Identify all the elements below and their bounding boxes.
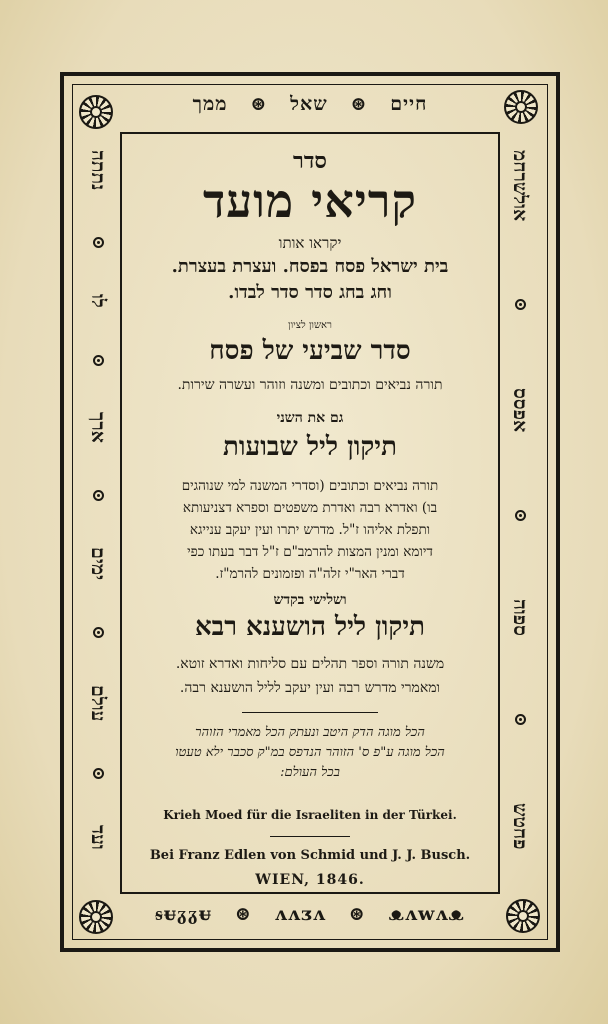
main-title: קריאי מועד	[202, 174, 418, 228]
section2-desc-line: דברי האר"י זלה"ה ופזמונים להרמ"ז.	[215, 566, 405, 582]
note-line: הכל מוגה ע"פ ס' הזוהר הנדפס במ"ק סכבר ילא טעטו	[175, 745, 445, 760]
border-ornament-icon: ⊛	[348, 903, 366, 925]
section2-intro: גם את השני	[276, 410, 344, 426]
section2-heading: תיקון ליל שבועות	[223, 432, 397, 462]
section3-desc-line: משנה תורה וספר תהלים עם סליחות ואדרא זוטא.	[175, 656, 445, 672]
border-ornament-icon	[515, 510, 526, 521]
section3-desc-line: ומאמרי מדרש רבה ועין יעקב לליל הושענא רבה.	[179, 680, 441, 696]
border-ornament-icon	[93, 355, 104, 366]
border-ornament-icon	[93, 627, 104, 638]
border-left-band	[78, 150, 118, 850]
divider-rule	[270, 836, 350, 837]
rosette-top-left-icon	[79, 95, 113, 129]
rosette-bottom-left-icon	[79, 900, 113, 934]
title-content	[124, 140, 496, 890]
border-left-word: ועד	[87, 825, 109, 850]
border-ornament-icon	[93, 490, 104, 501]
title-line-pesach: בית ישראל פסח בפסח. ועצרת בעצרת.	[171, 256, 449, 277]
border-right-word: אולשרחמ	[509, 150, 531, 222]
section2-desc-line: תורה נביאים וכתובים (וסדרי המשנה למי שנוהגים	[181, 478, 439, 494]
border-right-band	[500, 150, 540, 850]
section2-desc-line: בו) ואדרא רבה ואדרת משפטים וספרא דצניעותא	[182, 500, 438, 516]
border-right-word: אפסס	[509, 388, 531, 433]
title-line-seder: סדר	[293, 148, 327, 174]
section2-desc-line: ותפלת אליהו ז"ל. מדרש יתרו ועין יעקב ענייגא	[189, 522, 431, 538]
publisher-line: Bei Franz Edlen von Schmid und J. J. Busch.	[149, 848, 471, 863]
border-ornament-icon	[515, 299, 526, 310]
german-title: Krieh Moed für die Israeliten in der Türkei.	[163, 808, 457, 822]
border-ornament-icon: ⊛	[350, 93, 368, 115]
section1-desc: תורה נביאים וכתובים ומשנה וזוהר ועשרה שירות.	[177, 377, 443, 393]
section2-desc-line: דיומא ומנין המצות להרמב"ם ז"ל דבר בעתו כפי	[187, 544, 433, 560]
border-ornament-icon: ⊛	[250, 93, 268, 115]
border-left-word: עולם	[87, 684, 109, 721]
border-top-word: חיים	[390, 93, 428, 115]
rosette-bottom-right-icon	[506, 899, 540, 933]
border-top-word: ממך	[192, 93, 228, 115]
border-bottom-word: ᴧᴧᴣᴧ	[274, 903, 326, 925]
rosette-top-right-icon	[504, 90, 538, 124]
note-line: הכל מוגה הדק היטב ונעתק הכל מאמרי הזוהר	[195, 725, 425, 740]
place-year-line: WIEN, 1846.	[255, 872, 365, 888]
border-bottom-word: ᴥᴧᴡᴧᴥ	[388, 903, 465, 925]
border-left-word: נתתה	[87, 150, 109, 191]
border-ornament-icon	[93, 237, 104, 248]
border-right-word: ספוה	[509, 599, 531, 637]
border-top-band	[130, 93, 490, 116]
section1-intro: ראשון לציון	[288, 320, 332, 331]
border-bottom-word: ᵴᵾᵹᵹᵾ	[155, 903, 212, 925]
title-line-yikru: יקראו אותו	[278, 234, 342, 252]
border-bottom-band	[130, 903, 490, 926]
divider-rule	[242, 712, 378, 713]
border-ornament-icon: ⊛	[234, 903, 252, 925]
border-top-word: שאל	[290, 93, 328, 115]
border-left-word: ימים	[87, 547, 109, 581]
note-line: בכל העולם:	[280, 765, 340, 780]
border-right-word: פחטש	[509, 803, 531, 850]
section1-heading: סדר שביעי של פסח	[209, 336, 411, 366]
title-line-chag: וחג בחג סדר סדר לבדו.	[228, 282, 392, 303]
section3-intro: ושלישי בקדש	[273, 592, 347, 608]
border-left-word: לו	[87, 294, 109, 309]
section3-heading: תיקון ליל הושענא רבא	[194, 612, 426, 642]
border-left-word: ארך	[87, 412, 109, 444]
border-ornament-icon	[515, 714, 526, 725]
border-ornament-icon	[93, 768, 104, 779]
